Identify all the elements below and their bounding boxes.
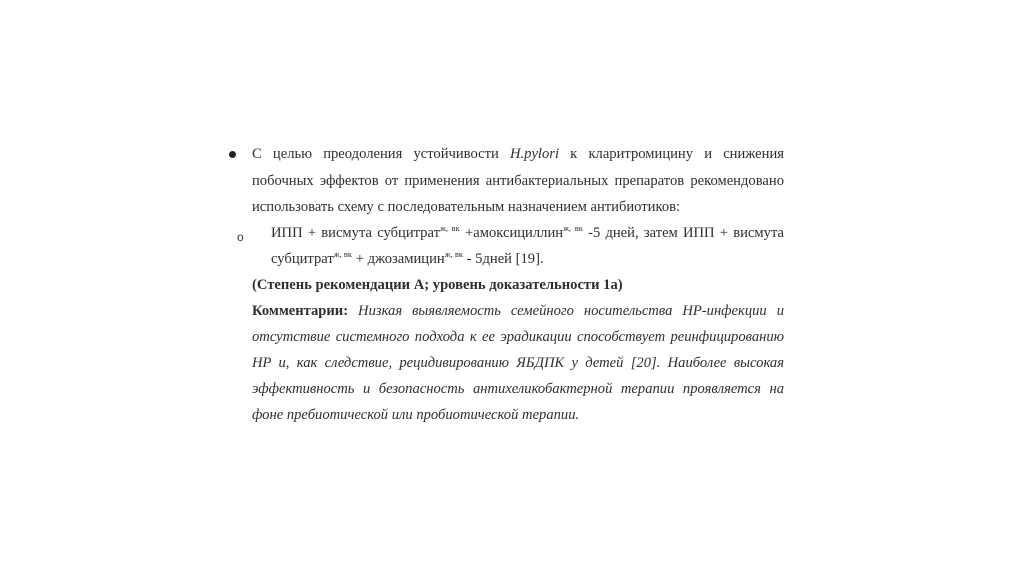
subbullet-line-1: [271, 224, 784, 242]
subbullet-line-2-sup1: ж, вк: [333, 249, 353, 260]
subbullet-line-2: [271, 250, 544, 268]
subbullet-line-2-part3: - 5дней [19].: [463, 251, 544, 267]
recommendation-level: (Степень рекомендации А; уровень доказательности 1а): [252, 277, 623, 293]
comment-line-3: HP и, как следствие, рецидивированию ЯБДПК у детей [20]. Наиболее высокая: [252, 355, 784, 371]
subbullet-line-1-sup1: ж, вк: [439, 223, 460, 234]
bullet-line-1-italic: H.pylori: [509, 146, 560, 162]
subbullet-line-2-sup2: ж, вк: [444, 249, 464, 260]
bullet-line-1-post: к кларитромицину и снижения: [559, 146, 784, 162]
comment-line-1-text: Низкая выявляемость семейного носительства HP-инфекции и: [348, 303, 784, 319]
subbullet-line-1-sup2: ж, вк: [563, 223, 583, 234]
comment-line-1: [252, 302, 784, 320]
circle-bullet-icon: o: [237, 230, 244, 244]
subbullet-line-1-part2: +амоксициллин: [459, 225, 564, 241]
bullet-line-3: использовать схему с последовательным назначением антибиотиков:: [252, 199, 681, 215]
subbullet-line-2-part1: субцитрат: [271, 251, 334, 267]
subbullet-line-2-part2: + джозамицин: [352, 251, 445, 267]
bullet-line-1-pre: С целью преодоления устойчивости: [252, 146, 510, 162]
subbullet-line-1-part1: ИПП + висмута субцитрат: [271, 225, 440, 241]
comment-line-2: отсутствие системного подхода к ее эрадикации способствует реинфицированию: [252, 329, 784, 345]
comment-label: Комментарии:: [252, 303, 349, 319]
bullet-line-2: побочных эффектов от применения антибактериальных препаратов рекомендовано: [252, 173, 784, 189]
bullet-dot-icon: [229, 151, 236, 158]
subbullet-line-1-part3: -5 дней, затем ИПП + висмута: [582, 225, 784, 241]
comment-line-5: фоне пребиотической или пробиотической терапии.: [252, 407, 580, 423]
bullet-line-1: [252, 145, 784, 163]
comment-line-4: эффективность и безопасность антихеликобактерной терапии проявляется на: [252, 381, 784, 397]
